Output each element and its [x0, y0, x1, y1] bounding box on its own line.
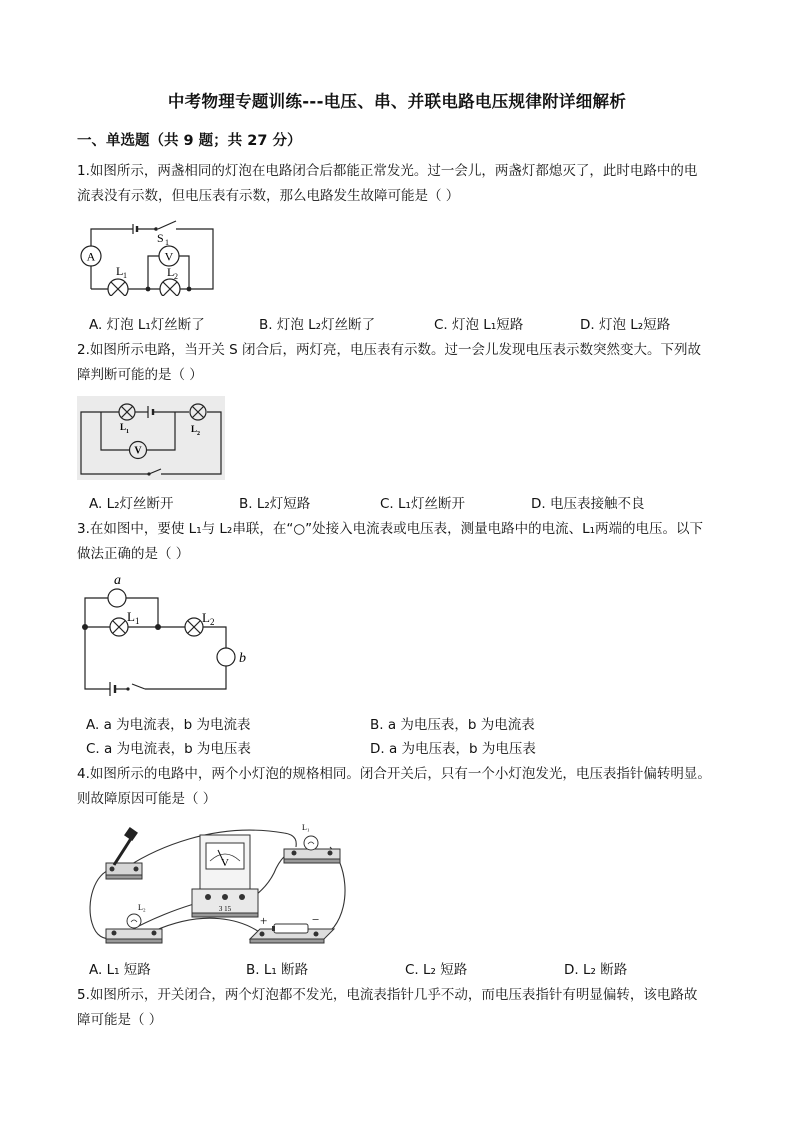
lamp-l1-subscript: 1 [135, 616, 140, 626]
battery-plus-label: + [260, 913, 268, 928]
voltmeter-label: V [134, 445, 142, 457]
lamp-l2-subscript: 2 [210, 617, 215, 627]
q4-stem-line1: 4.如图所示的电路中，两个小灯泡的规格相同。闭合开关后，只有一个小灯泡发光，电压表指针偏转明显。 [77, 766, 711, 782]
q1-stem-line1: 1.如图所示，两盏相同的灯泡在电路闭合后都能正常发光。过一会儿，两盏灯都熄灭了，此时电路中的电 [77, 163, 698, 179]
lamp-l1-subscript: 1 [123, 271, 127, 280]
q3-option-d[interactable]: D. a 为电压表，b 为电压表 [370, 741, 536, 757]
q2-circuit-diagram [77, 396, 225, 480]
q3-stem-line1: 3.在如图中，要使 L₁与 L₂串联，在“○”处接入电流表或电压表，测量电路中的电流、L₁两端的电压。以下 [77, 521, 704, 537]
meter-a-label: a [114, 573, 121, 588]
lamp-l1-label: L [116, 264, 124, 278]
q1-option-c[interactable]: C. 灯泡 L₁短路 [434, 317, 524, 333]
voltmeter-face-label: V [221, 857, 229, 869]
lamp-l1 [284, 836, 340, 863]
q5-stem-line1: 5.如图所示，开关闭合，两个灯泡都不发光，电流表指针几乎不动，而电压表指针有明显偏转，该电路故 [77, 987, 698, 1003]
q3-option-a[interactable]: A. a 为电流表，b 为电流表 [86, 717, 251, 733]
lamp-l2-label: L [191, 424, 198, 434]
lamp-l1-subscript: 1 [126, 429, 129, 435]
q2-option-a[interactable]: A. L₂灯丝断开 [89, 496, 174, 512]
lamp-l2-label: L₂ [138, 903, 146, 912]
q4-option-c[interactable]: C. L₂ 短路 [405, 962, 468, 978]
page-title: 中考物理专题训练---电压、串、并联电路电压规律附详细解析 [167, 92, 627, 111]
q2-option-d[interactable]: D. 电压表接触不良 [531, 496, 645, 512]
q1-circuit-diagram [76, 212, 226, 296]
meter-b-label: b [239, 651, 246, 666]
q4-stem-line2: 则故障原因可能是（ ） [77, 791, 217, 807]
lamp-l2-label: L [202, 610, 210, 625]
voltmeter-scale-label: 3 15 [218, 905, 232, 913]
lamp-l2 [106, 914, 162, 943]
voltmeter-label: V [164, 249, 174, 264]
q2-stem-line2: 障判断可能的是（ ） [77, 367, 203, 383]
lamp-l2-subscript: 2 [174, 272, 178, 281]
lamp-l2-label: L [167, 265, 175, 279]
q3-option-b[interactable]: B. a 为电压表，b 为电流表 [370, 717, 535, 733]
q4-option-d[interactable]: D. L₂ 断路 [564, 962, 628, 978]
q4-option-a[interactable]: A. L₁ 短路 [89, 962, 151, 978]
switch-subscript: 1 [165, 238, 169, 247]
lamp-l1-label: L₁ [302, 823, 310, 832]
lamp-l1-label: L [120, 422, 127, 432]
lamp-l2-subscript: 2 [197, 431, 200, 437]
q2-option-b[interactable]: B. L₂灯短路 [239, 496, 311, 512]
battery-minus-label: − [312, 912, 320, 927]
knife-switch [106, 827, 142, 879]
q1-stem-line2: 流表没有示数，但电压表有示数，那么电路发生故障可能是（ ） [77, 188, 460, 204]
ammeter-label: A [86, 249, 96, 264]
q2-option-c[interactable]: C. L₁灯丝断开 [380, 496, 465, 512]
q2-stem-line1: 2.如图所示电路，当开关 S 闭合后，两灯亮，电压表有示数。过一会儿发现电压表示数突然变大。下列故 [77, 342, 702, 358]
q1-option-d[interactable]: D. 灯泡 L₂短路 [580, 317, 671, 333]
q1-option-a[interactable]: A. 灯泡 L₁灯丝断了 [89, 317, 205, 333]
switch-label: S [157, 231, 164, 245]
section-heading: 一、单选题（共 9 题；共 27 分） [77, 133, 302, 149]
q3-stem-line2: 做法正确的是（ ） [77, 546, 190, 562]
lamp-l1-label: L [127, 609, 135, 624]
q3-option-c[interactable]: C. a 为电流表，b 为电压表 [86, 741, 251, 757]
q4-option-b[interactable]: B. L₁ 断路 [246, 962, 309, 978]
q1-option-b[interactable]: B. 灯泡 L₂灯丝断了 [259, 317, 376, 333]
q4-circuit-photo-diagram [84, 813, 359, 951]
q3-circuit-diagram [78, 570, 253, 698]
q5-stem-line2: 障可能是（ ） [77, 1012, 163, 1028]
